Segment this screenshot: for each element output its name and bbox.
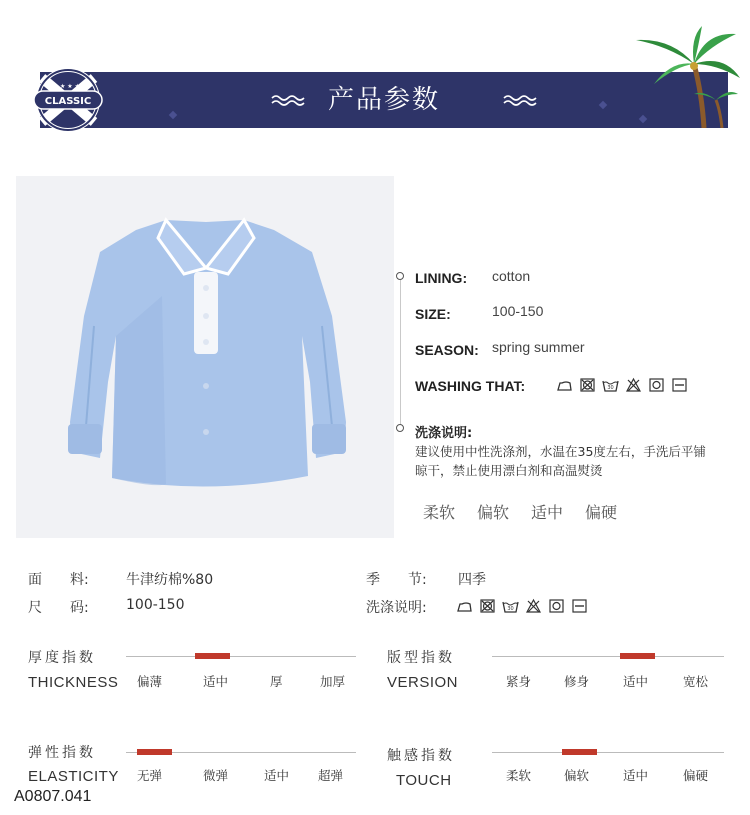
- version-option: 紧身: [506, 674, 532, 689]
- softness-option: 偏硬: [585, 503, 618, 522]
- care-cn-label: 洗涤说明:: [366, 600, 427, 616]
- wave-icon: [502, 92, 542, 108]
- elasticity-option: 适中: [264, 768, 290, 783]
- care-title: 洗涤说明:: [415, 426, 473, 441]
- thickness-option: 加厚: [320, 674, 346, 689]
- palm-tree-icon: [632, 24, 742, 128]
- softness-option: 偏软: [477, 503, 510, 522]
- washing-label: WASHING THAT:: [415, 378, 526, 394]
- version-option: 适中: [623, 674, 649, 689]
- hand-wash-icon: [502, 598, 519, 614]
- no-bleach-icon: [625, 377, 642, 393]
- size-cn-label: 尺 码:: [28, 600, 89, 616]
- wash-icons-top: [556, 377, 688, 393]
- version-cn-label: 版型指数: [387, 650, 455, 666]
- lining-label: LINING:: [415, 270, 468, 286]
- touch-track: [492, 752, 724, 753]
- svg-text:★ ★ ★: ★ ★ ★: [60, 83, 80, 90]
- elasticity-cn-label: 弹性指数: [28, 745, 96, 761]
- product-photo: [16, 176, 394, 538]
- iron-icon: [556, 377, 573, 393]
- version-option: 宽松: [683, 674, 709, 689]
- iron-icon: [456, 598, 473, 614]
- size-cn-value: 100-150: [126, 597, 185, 613]
- life-ring-icon: [20, 60, 120, 140]
- flat-dry-icon: [671, 377, 688, 393]
- touch-marker: [562, 749, 597, 755]
- fabric-label: 面 料:: [28, 572, 89, 588]
- touch-option: 偏硬: [683, 768, 709, 783]
- fabric-value: 牛津纺棉%80: [126, 572, 214, 588]
- version-en-label: VERSION: [387, 674, 459, 691]
- flat-dry-icon: [571, 598, 588, 614]
- thickness-option: 厚: [270, 674, 283, 689]
- bullet-icon: [396, 272, 404, 280]
- elasticity-option: 微弹: [203, 768, 229, 783]
- badge-text: CLASSIC: [44, 96, 92, 107]
- sku-code: A0807.041: [14, 788, 92, 805]
- elasticity-en-label: ELASTICITY: [28, 768, 119, 785]
- touch-cn-label: 触感指数: [387, 748, 455, 764]
- season-cn-label: 季 节:: [366, 572, 427, 588]
- svg-text:30: 30: [607, 385, 614, 391]
- svg-text:30: 30: [507, 606, 514, 612]
- thickness-cn-label: 厚度指数: [28, 650, 96, 666]
- thickness-track: [126, 656, 356, 657]
- care-text: 建议使用中性洗涤剂，水温在35度左右，手洗后平铺晾干，禁止使用漂白剂和高温熨烫: [415, 444, 706, 478]
- season-cn-value: 四季: [458, 572, 486, 588]
- softness-option: 柔软: [423, 503, 456, 522]
- size-label: SIZE:: [415, 306, 451, 322]
- dry-clean-icon: [648, 377, 665, 393]
- elasticity-option: 超弹: [318, 768, 344, 783]
- shirt-image: [16, 176, 394, 538]
- size-value: 100-150: [492, 303, 544, 319]
- thickness-option: 适中: [203, 674, 229, 689]
- season-value: spring summer: [492, 339, 585, 355]
- thickness-en-label: THICKNESS: [28, 674, 119, 691]
- dry-clean-icon: [548, 598, 565, 614]
- touch-option: 柔软: [506, 768, 532, 783]
- bullet-icon: [396, 424, 404, 432]
- version-track: [492, 656, 724, 657]
- softness-option: 适中: [531, 503, 564, 522]
- elasticity-option: 无弹: [137, 768, 163, 783]
- no-tumble-dry-icon: [479, 598, 496, 614]
- classic-badge: [20, 60, 120, 140]
- version-marker: [620, 653, 655, 659]
- hand-wash-icon: [602, 377, 619, 393]
- version-option: 修身: [564, 674, 590, 689]
- page-title: 产品参数: [327, 85, 440, 115]
- touch-en-label: TOUCH: [396, 772, 452, 789]
- header-banner: [40, 72, 728, 128]
- thickness-marker: [195, 653, 230, 659]
- no-tumble-dry-icon: [579, 377, 596, 393]
- thickness-option: 偏薄: [137, 674, 163, 689]
- spec-divider: [400, 280, 401, 430]
- touch-option: 偏软: [564, 768, 590, 783]
- season-label: SEASON:: [415, 342, 479, 358]
- lining-value: cotton: [492, 268, 531, 284]
- softness-row: [423, 500, 617, 523]
- no-bleach-icon: [525, 598, 542, 614]
- wash-icons-bottom: [456, 598, 588, 614]
- elasticity-marker: [137, 749, 172, 755]
- touch-option: 适中: [623, 768, 649, 783]
